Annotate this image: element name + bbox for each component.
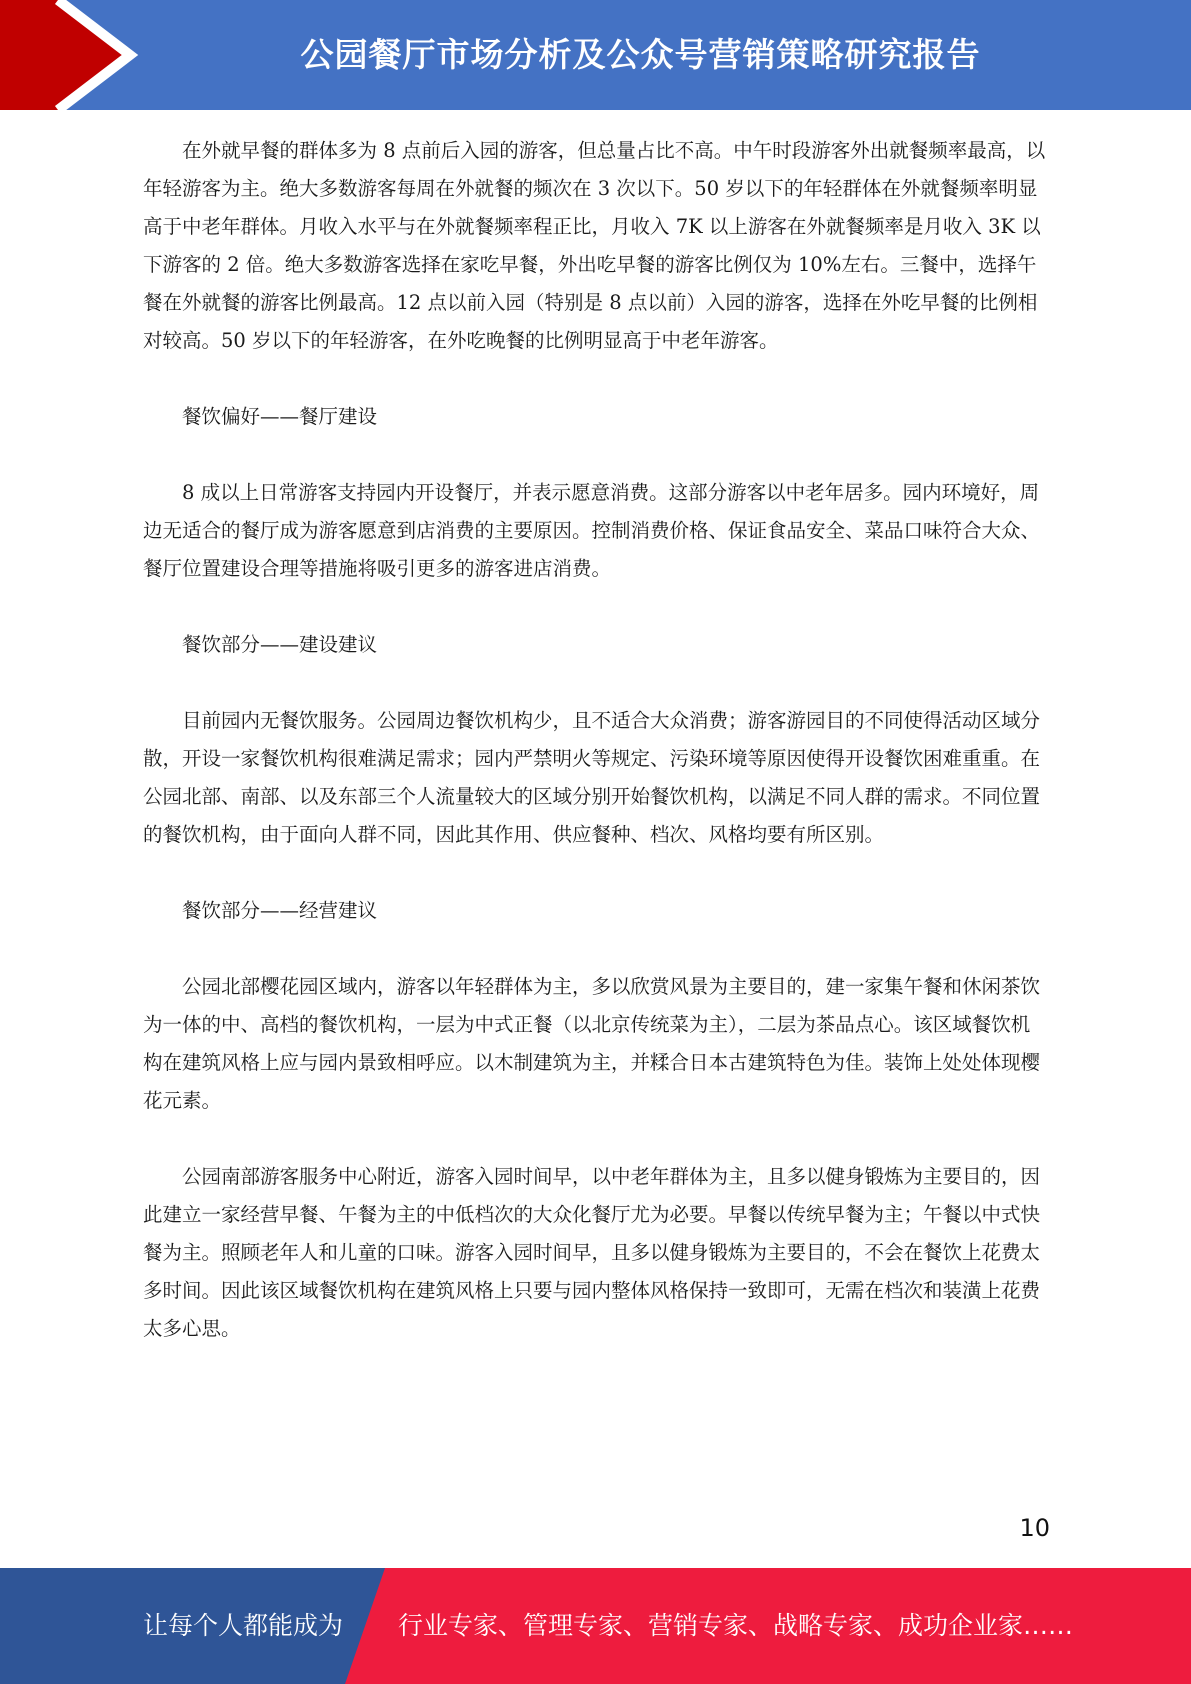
page-body [143, 132, 1048, 1348]
page-header [0, 0, 1191, 110]
report-title: 公园餐厅市场分析及公众号营销策略研究报告 [300, 35, 981, 74]
paragraph-5: 公园南部游客服务中心附近，游客入园时间早，以中老年群体为主，且多以健身锻炼为主要目的，因此建立一家经营早餐、午餐为主的中低档次的大众化餐厅尤为必要。早餐以传统早餐为主；午餐以中式快餐为主。照顾老年人和儿童的口味。游客入园时间早，且多以健身锻炼为主要目的，不会在餐饮上花费太多时间。因此该区域餐饮机构在建筑风格上只要与园内整体风格保持一致即可，无需在档次和装潢上花费太多心思。 [143, 1165, 1041, 1340]
header-arrow-decoration [0, 0, 150, 110]
paragraph-1: 在外就早餐的群体多为 8 点前后入园的游客，但总量占比不高。中午时段游客外出就餐频率最高，以年轻游客为主。绝大多数游客每周在外就餐的频次在 3 次以下。50 岁以下的年轻群体在外就餐频率明显高于中老年群体。月收入水平与在外就餐频率程正比，月收入 7K 以上游客在外就餐频率是月收入 3K 以下游客的 2 倍。绝大多数游客选择在家吃早餐，外出吃早餐的游客比例仅为 10%左右。三餐中，选择午餐在外就餐的游客比例最高。12 点以前入园（特别是 8 点以前）入园的游客，选择在外吃早餐的比例相对较高。50 岁以下的年轻游客，在外吃晚餐的比例明显高于中老年游客。 [143, 139, 1046, 352]
paragraph-4: 公园北部樱花园区域内，游客以年轻群体为主，多以欣赏风景为主要目的，建一家集午餐和休闲茶饮为一体的中、高档的餐饮机构，一层为中式正餐（以北京传统菜为主），二层为茶品点心。该区域餐饮机构在建筑风格上应与园内景致相呼应。以木制建筑为主，并糅合日本古建筑特色为佳。装饰上处处体现樱花元素。 [143, 975, 1041, 1112]
footer-slogan-left: 让每个人都能成为 [143, 1611, 344, 1640]
section-heading-construction-advice: 餐饮部分——建设建议 [182, 633, 378, 656]
paragraph-3: 目前园内无餐饮服务。公园周边餐饮机构少，且不适合大众消费；游客游园目的不同使得活动区域分散，开设一家餐饮机构很难满足需求；园内严禁明火等规定、污染环境等原因使得开设餐饮困难重重。在公园北部、南部、以及东部三个人流量较大的区域分别开始餐饮机构，以满足不同人群的需求。不同位置的餐饮机构，由于面向人群不同，因此其作用、供应餐种、档次、风格均要有所区别。 [143, 709, 1041, 846]
page-footer [0, 1568, 1191, 1684]
section-heading-restaurant-building: 餐饮偏好——餐厅建设 [182, 405, 378, 428]
paragraph-2: 8 成以上日常游客支持园内开设餐厅，并表示愿意消费。这部分游客以中老年居多。园内环境好，周边无适合的餐厅成为游客愿意到店消费的主要原因。控制消费价格、保证食品安全、菜品口味符合大众、餐厅位置建设合理等措施将吸引更多的游客进店消费。 [143, 481, 1041, 580]
page-number: 10 [1019, 1514, 1050, 1542]
footer-slogan-right: 行业专家、管理专家、营销专家、战略专家、成功企业家…… [398, 1611, 1074, 1640]
section-heading-operation-advice: 餐饮部分——经营建议 [182, 899, 378, 922]
